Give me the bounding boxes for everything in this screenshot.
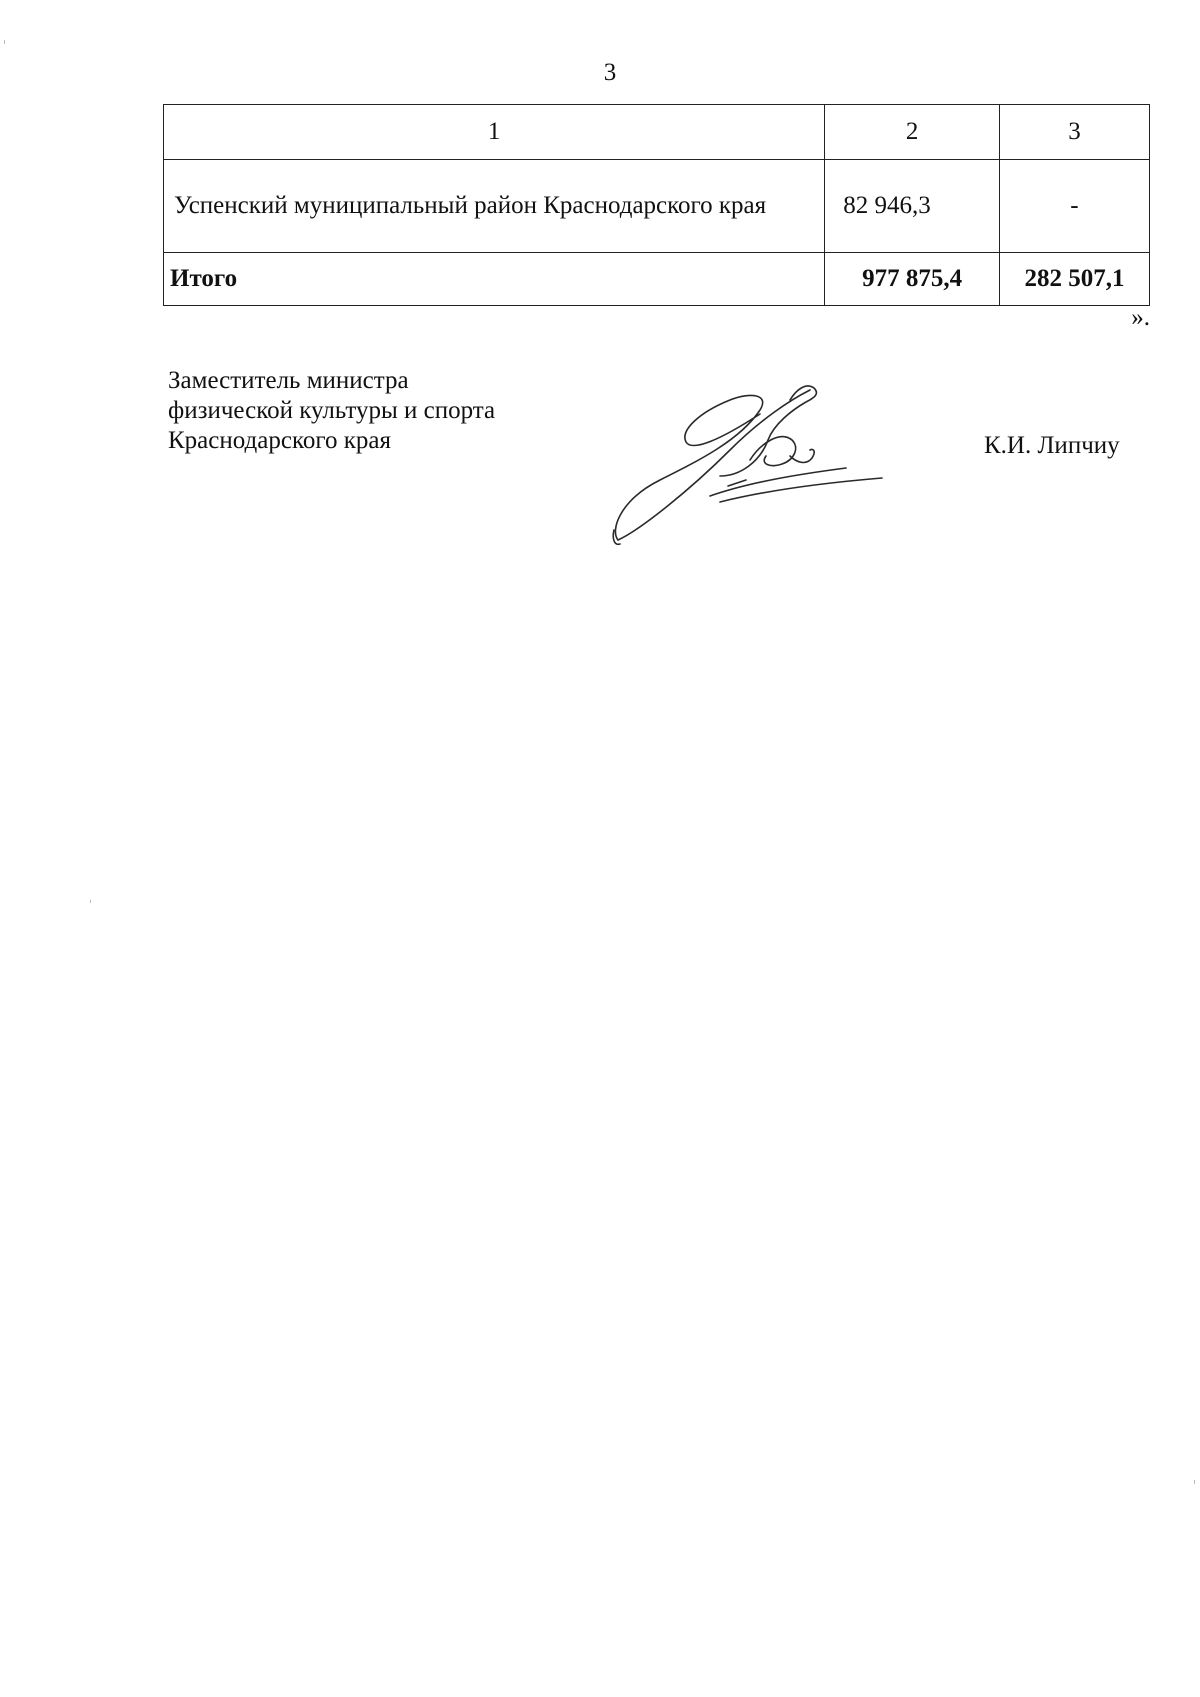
value-cell: - — [999, 160, 1149, 253]
signatory-title — [168, 366, 495, 456]
scan-artifact — [1194, 1480, 1195, 1484]
total-label-cell: Итого — [164, 253, 825, 306]
closing-quote: ». — [1131, 304, 1150, 331]
district-name-cell: Успенский муниципальный район Краснодарского края — [164, 160, 825, 253]
table-header-row — [164, 105, 1150, 160]
signatory-name: К.И. Липчиу — [984, 432, 1120, 459]
data-table — [163, 104, 1150, 306]
table-total-row — [164, 253, 1150, 306]
signatory-title-line: Краснодарского края — [168, 427, 391, 454]
total-value-cell: 977 875,4 — [825, 253, 1000, 306]
handwritten-signature — [600, 380, 900, 550]
table-header-cell: 3 — [999, 105, 1149, 160]
signatory-title-line: Заместитель министра — [168, 367, 409, 394]
scan-artifact — [90, 900, 91, 903]
table-row — [164, 160, 1150, 253]
page-number: 3 — [603, 59, 617, 86]
table-header-cell: 2 — [825, 105, 1000, 160]
table-header-cell: 1 — [164, 105, 825, 160]
signatory-title-line: физической культуры и спорта — [168, 397, 496, 424]
scan-artifact — [4, 40, 5, 44]
value-cell: 82 946,3 — [825, 160, 1000, 253]
total-value-cell: 282 507,1 — [999, 253, 1149, 306]
